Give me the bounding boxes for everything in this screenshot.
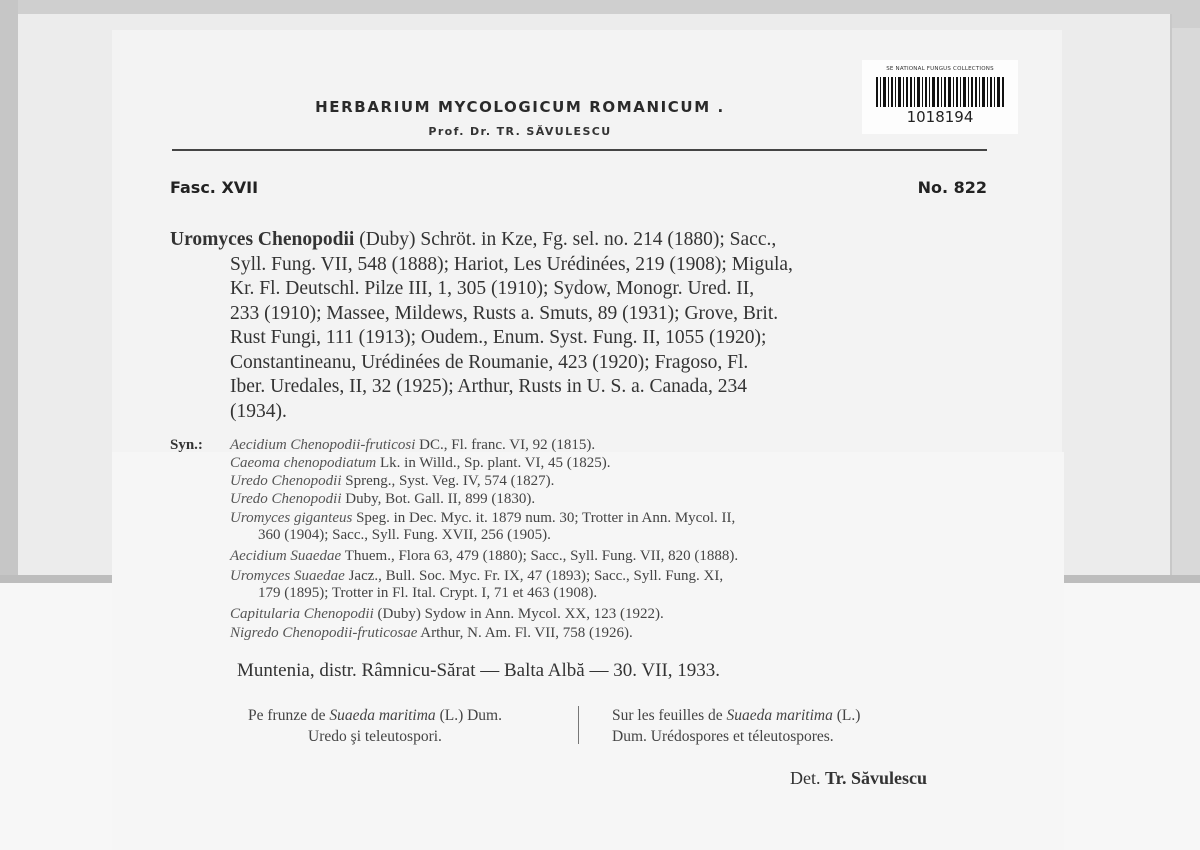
synonym-line: 179 (1895); Trotter in Fl. Ital. Crypt. I, 71 et 463 (1908).: [258, 585, 598, 601]
herbarium-title: HERBARIUM MYCOLOGICUM ROMANICUM .: [315, 98, 725, 116]
synonym-line: Caeoma chenopodiatum Lk. in Willd., Sp. plant. VI, 45 (1825).: [230, 455, 611, 471]
barcode-number: 1018194: [906, 108, 974, 126]
main-entry-line: Syll. Fung. VII, 548 (1888); Hariot, Les Urédinées, 219 (1908); Migula,: [230, 253, 793, 275]
main-taxon-entry: [170, 228, 990, 424]
background-left-strip: [0, 0, 18, 590]
synonym-line: Capitularia Chenopodii (Duby) Sydow in Ann. Mycol. XX, 123 (1922).: [230, 606, 664, 622]
column-divider: [578, 706, 579, 744]
host-fr-line: Dum. Urédospores et téleutospores.: [612, 728, 834, 745]
main-entry-line: Constantineanu, Urédinées de Roumanie, 423 (1920); Fragoso, Fl.: [230, 351, 749, 373]
species-name: Uromyces Chenopodii: [170, 229, 355, 250]
synonym-line: Uromyces Suaedae Jacz., Bull. Soc. Myc. Fr. IX, 47 (1893); Sacc., Syll. Fung. XI,: [230, 568, 724, 584]
host-description-romanian: [190, 705, 560, 747]
main-entry-line: (1934).: [230, 400, 287, 422]
host-ro-line: Pe frunze de Suaeda maritima (L.) Dum.: [248, 707, 502, 724]
host-ro-line: Uredo şi teleutospori.: [308, 728, 442, 745]
herbarium-subtitle: Prof. Dr. TR. SĂVULESCU: [428, 125, 612, 138]
main-entry-line: 233 (1910); Massee, Mildews, Rusts a. Smuts, 89 (1931); Grove, Brit.: [230, 302, 779, 324]
synonyms-label: Syn.:: [170, 437, 203, 453]
main-entry-line: Uromyces Chenopodii (Duby) Schröt. in Kze, Fg. sel. no. 214 (1880); Sacc.,: [170, 229, 777, 250]
main-entry-line: Rust Fungi, 111 (1913); Oudem., Enum. Syst. Fung. II, 1055 (1920);: [230, 327, 767, 348]
host-fr-line: Sur les feuilles de Suaeda maritima (L.): [612, 707, 861, 724]
barcode-caption: SE NATIONAL FUNGUS COLLECTIONS: [886, 66, 994, 72]
specimen-number: No. 822: [917, 178, 987, 197]
synonym-line: Aecidium Chenopodii-fruticosi DC., Fl. franc. VI, 92 (1815).: [230, 437, 596, 453]
determiner: Det. Tr. Săvulescu: [790, 768, 928, 788]
synonym-line: Uromyces giganteus Speg. in Dec. Myc. it. 1879 num. 30; Trotter in Ann. Mycol. II,: [230, 510, 736, 526]
collection-locality: Muntenia, distr. Râmnicu-Sărat — Balta Albă — 30. VII, 1933.: [237, 660, 721, 681]
barcode-icon: [876, 77, 1006, 107]
main-entry-line: Kr. Fl. Deutschl. Pilze III, 1, 305 (1910); Sydow, Monogr. Ured. II,: [230, 278, 755, 299]
synonym-line: Nigredo Chenopodii-fruticosae Arthur, N. Am. Fl. VII, 758 (1926).: [230, 625, 633, 641]
fascicle-label: Fasc. XVII: [170, 178, 259, 197]
main-entry-line: Iber. Uredales, II, 32 (1925); Arthur, Rusts in U. S. a. Canada, 234: [230, 376, 747, 397]
synonym-line: Uredo Chenopodii Duby, Bot. Gall. II, 899 (1830).: [230, 491, 536, 507]
barcode-label: [862, 60, 1018, 134]
synonym-line: 360 (1904); Sacc., Syll. Fung. XVII, 256 (1905).: [258, 527, 551, 543]
header-rule: [172, 149, 987, 151]
synonym-line: Uredo Chenopodii Spreng., Syst. Veg. IV, 574 (1827).: [230, 473, 555, 489]
synonym-line: Aecidium Suaedae Thuem., Flora 63, 479 (1880); Sacc., Syll. Fung. VII, 820 (1888).: [230, 548, 739, 564]
host-description-french: [612, 705, 1002, 747]
